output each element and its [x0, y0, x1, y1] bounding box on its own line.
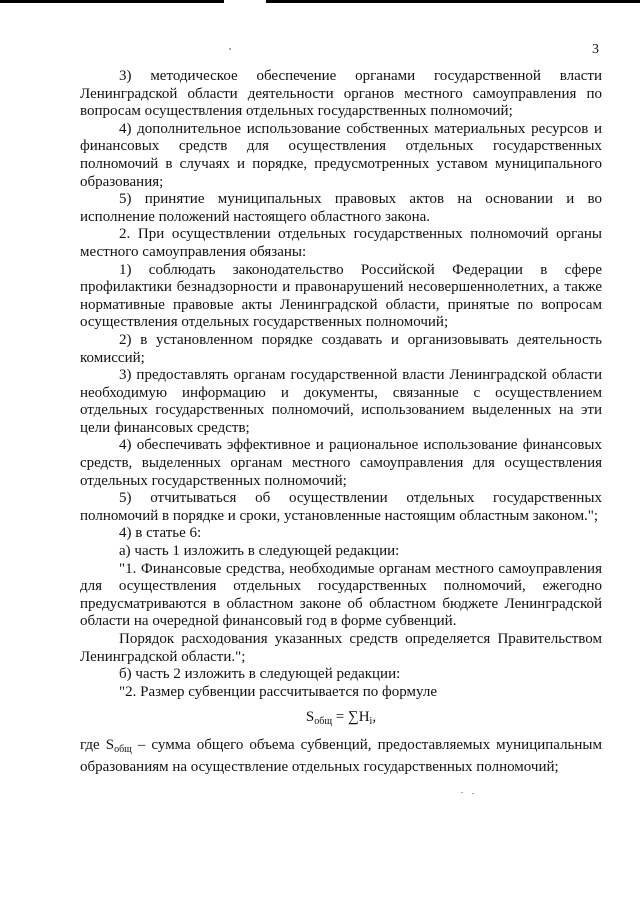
explanation-text: – сумма общего объема субвенций, предоставляемых муниципальным образованиям на осуществление отдельных государственных полномочий;	[80, 736, 602, 775]
formula-block	[80, 709, 602, 731]
paragraph: 2) в установленном порядке создавать и организовывать деятельность комиссий;	[80, 331, 602, 366]
paragraph: б) часть 2 изложить в следующей редакции:	[119, 666, 401, 683]
scan-speck	[461, 792, 463, 793]
paragraph: 3) методическое обеспечение органами государственной власти Ленинградской области деятельности органов местного самоуправления по вопросам осуществления отдельных государственных полномочий;	[80, 68, 602, 120]
paragraph: 4) дополнительное использование собственных материальных ресурсов и финансовых средств для осуществления отдельных государственных полномочий в случаях и порядке, предусмотренных уставом муниципального образования;	[80, 120, 602, 190]
formula-lhs: S	[305, 709, 315, 726]
paragraph: "2. Размер субвенции рассчитывается по формуле	[119, 683, 438, 700]
paragraph: 5) принятие муниципальных правовых актов на основании и во исполнение положений настоящего областного закона.	[80, 191, 602, 225]
page-number: 3	[592, 42, 599, 57]
paragraph: 4) обеспечивать эффективное и рациональное использование финансовых средств, выделенных органам местного самоуправления для осуществления отдельных государственных полномочий;	[80, 437, 602, 489]
formula-tail: ,	[372, 709, 377, 726]
formula-rhs-subscript: i	[369, 716, 373, 728]
formula-rhs: = ∑H	[335, 709, 370, 726]
scan-speck	[472, 793, 474, 794]
formula-explanation	[80, 737, 602, 776]
paragraph: 4) в статье 6:	[119, 525, 202, 542]
paragraph: 5) отчитываться об осуществлении отдельных государственных полномочий в порядке и сроки, установленные настоящим областным законом.";	[80, 490, 602, 524]
scan-speck	[229, 48, 231, 50]
scan-top-border-gap	[224, 0, 266, 3]
paragraph: 2. При осуществлении отдельных государственных полномочий органы местного самоуправления обязаны:	[80, 226, 602, 260]
paragraph: 1) соблюдать законодательство Российской Федерации в сфере профилактики безнадзорности и правонарушений несовершеннолетних, а также нормативные правовые акты Ленинградской области, принятые по вопросам осуществления отдельных государственных полномочий;	[80, 261, 602, 331]
scan-top-border	[0, 0, 640, 3]
paragraph: "1. Финансовые средства, необходимые органам местного самоуправления для осуществления отдельных государственных полномочий, ежегодно предусматриваются в областном законе об областном бюджете Ленинградской области на очередной финансовый год в форме субвенций.	[80, 560, 602, 630]
document-body	[80, 68, 602, 776]
formula-lhs-subscript: общ	[314, 716, 333, 728]
explanation-prefix: где S	[80, 736, 115, 753]
paragraph: а) часть 1 изложить в следующей редакции:	[119, 543, 400, 560]
paragraph: Порядок расходования указанных средств определяется Правительством Ленинградской области.";	[80, 631, 602, 665]
formula	[305, 709, 377, 728]
paragraph: 3) предоставлять органам государственной власти Ленинградской области необходимую информацию и документы, связанные с осуществлением отдельных государственных полномочий, использованием выделенных на эти цели финансовых средств;	[80, 367, 602, 436]
explanation-subscript: общ	[114, 743, 132, 755]
